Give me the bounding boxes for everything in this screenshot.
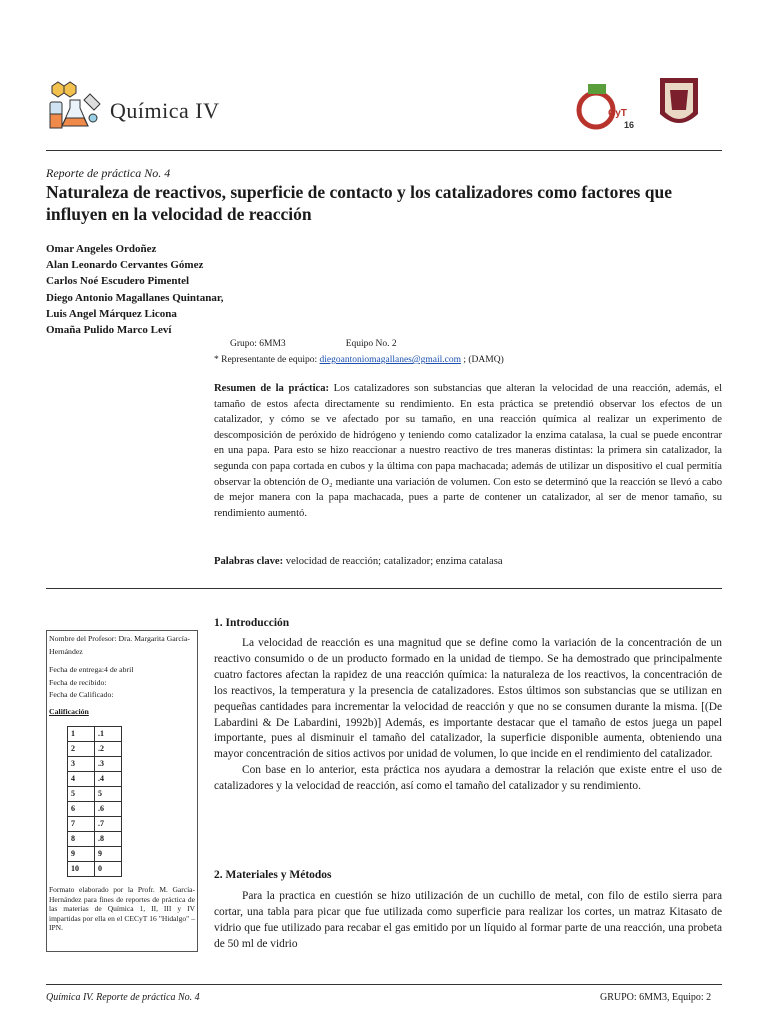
table-row bbox=[68, 862, 122, 877]
team-label: Equipo No. 2 bbox=[345, 339, 397, 349]
ipn-seal-icon bbox=[656, 74, 702, 134]
paragraph bbox=[214, 636, 722, 763]
grade-cell: .8 bbox=[95, 832, 122, 847]
paragraph bbox=[214, 763, 722, 795]
chemistry-logo-icon bbox=[46, 80, 104, 132]
cecyt-logo-icon bbox=[574, 78, 636, 134]
table-row bbox=[68, 787, 122, 802]
delivery-date: Fecha de entrega:4 de abril bbox=[49, 665, 134, 674]
author-list bbox=[46, 241, 223, 338]
author: Carlos Noé Escudero Pimentel bbox=[46, 275, 190, 288]
representative-email-link[interactable]: diegoantoniomagallanes@gmail.com bbox=[319, 355, 461, 365]
grade-cell: 4 bbox=[68, 772, 95, 787]
grade-cell: 0 bbox=[95, 862, 122, 877]
grade-cell: .7 bbox=[95, 817, 122, 832]
representative-line bbox=[214, 355, 504, 365]
grade-cell: 10 bbox=[68, 862, 95, 877]
intro-body bbox=[214, 636, 722, 795]
format-note: Formato elaborado por la Profr. M. García-Hernández para fines de reportes de práctica de las materias de Química 1, II, III y IV impartidas por ella en el CECyT 16 "Hidalgo" – IPN. bbox=[49, 885, 195, 932]
paragraph-text: La velocidad de reacción es una magnitud que se define como la variación de la concentración de un reactivo consumido o de un producto formado en la unidad de tiempo. Se ha demostrado que principalmente cuatro factores afectan la rapidez de una reacción química: la naturaleza de los reactivos, la concentración de los reactivos, la temperatura y la presencia de catalizadores. Estos últimos son substancias que se utilizan en pequeñas cantidades para incrementar la velocidad de reacción y que no se consumen durante la misma. [(De Labardini & De Labardini, 1992b)] Además, es importante destacar que el tamaño de estos juega un papel importante, pues al disminuir el tamaño del catalizador, la superficie disponible aumenta, obteniendo una mayor concentración de sitios activos por unidad de volumen, lo que incide en el rendimiento del catalizador. bbox=[214, 637, 722, 761]
grade-cell: .4 bbox=[95, 772, 122, 787]
grade-cell: 2 bbox=[68, 742, 95, 757]
grade-cell: .1 bbox=[95, 727, 122, 742]
table-row bbox=[68, 847, 122, 862]
table-row bbox=[68, 742, 122, 757]
svg-text:CyT: CyT bbox=[608, 108, 627, 119]
grade-cell: 1 bbox=[68, 727, 95, 742]
grade-cell: 7 bbox=[68, 817, 95, 832]
methods-body bbox=[214, 889, 722, 953]
grade-cell: 3 bbox=[68, 757, 95, 772]
table-row bbox=[68, 772, 122, 787]
professor-name: Nombre del Profesor: Dra. Margarita García-Hernández bbox=[49, 634, 191, 656]
footer-left: Química IV. Reporte de práctica No. 4 bbox=[46, 992, 200, 1003]
table-row bbox=[68, 817, 122, 832]
section-divider bbox=[46, 588, 722, 589]
author: Alan Leonardo Cervantes Gómez bbox=[46, 259, 204, 272]
paragraph-text: Para la practica en cuestión se hizo utilización de un cuchillo de metal, con filo de estilo sierra para cortar, una tabla para picar que fue utilizada como superficie para realizar los cortes, un matraz Kitasato de vidrio que fue utilizado para recabar el gas emitido por un líquido al formar parte de una reacción, una probeta de 50 ml de vidrio bbox=[214, 890, 722, 950]
grading-sidebar bbox=[46, 630, 198, 952]
group-label: Grupo: 6MM3 bbox=[230, 339, 286, 349]
keywords bbox=[214, 556, 722, 567]
footer-right: GRUPO: 6MM3, Equipo: 2 bbox=[600, 992, 712, 1003]
group-info bbox=[230, 339, 397, 349]
received-date: Fecha de recibido: bbox=[49, 677, 107, 687]
paragraph-text: Con base en lo anterior, esta práctica nos ayudara a demostrar la relación que existe entre el uso de catalizadores y la velocidad de reacción, así como el tamaño del catalizador y su rendimiento. bbox=[214, 764, 722, 793]
keywords-label: Palabras clave: bbox=[214, 556, 284, 567]
author: Omar Angeles Ordoñez bbox=[46, 243, 157, 255]
grade-cell: .2 bbox=[95, 742, 122, 757]
header-divider bbox=[46, 150, 722, 151]
paper-title: Naturaleza de reactivos, superficie de contacto y los catalizadores como factores que influyen en la velocidad de reacción bbox=[46, 182, 672, 224]
grade-cell: 5 bbox=[68, 787, 95, 802]
grade-cell: .3 bbox=[95, 757, 122, 772]
grade-cell: 6 bbox=[68, 802, 95, 817]
grade-cell: 9 bbox=[95, 847, 122, 862]
author: Omaña Pulido Marco Leví bbox=[46, 324, 172, 337]
author: Diego Antonio Magallanes Quintanar, bbox=[46, 291, 224, 304]
table-row bbox=[68, 832, 122, 847]
keywords-text: velocidad de reacción; catalizador; enzima catalasa bbox=[283, 556, 503, 567]
abstract-label: Resumen de la práctica: bbox=[214, 383, 330, 394]
paragraph bbox=[214, 889, 722, 953]
abstract bbox=[214, 381, 722, 521]
table-row bbox=[68, 802, 122, 817]
representative-suffix: ; (DAMQ) bbox=[460, 355, 504, 365]
grade-cell: 8 bbox=[68, 832, 95, 847]
graded-date: Fecha de Calificado: bbox=[49, 690, 114, 699]
course-title: Química IV bbox=[110, 98, 220, 123]
footer-divider bbox=[46, 984, 722, 985]
grade-cell: 9 bbox=[68, 847, 95, 862]
section-title-methods: 2. Materiales y Métodos bbox=[214, 869, 332, 881]
grade-table bbox=[67, 726, 122, 877]
abstract-text: Los catalizadores son substancias que alteran la velocidad de una reacción, además, el tamaño de estos afecta directamente su rendimiento. En esta práctica se pretendió observar los efectos de un catalizador, y cómo se ve afectado por su tamaño, en una reacción química al realizar un experimento de descomposición de peróxido de hidrógeno y teniendo como catalizador la enzima catalasa, la cual se puede encontrar en una papa. Para esto se hizo reaccionar a nuestro reactivo de tres maneras distintas: la primera sin catalizador, la segunda con papa cortada en cubos y la última con papa machacada; además de utilizar un dispositivo el cual permitía observar la obtención de O₂ mediante una variación de volumen. Con esto se determinó que la reacción se llevó a cabo de mejor manera con la papa machacada, pues a parte de contener un catalizador, al ser de menor tamaño, su rendimiento aumentó. bbox=[214, 383, 723, 519]
svg-text:16: 16 bbox=[624, 120, 635, 130]
report-label: Reporte de práctica No. 4 bbox=[46, 166, 171, 180]
grade-cell: 5 bbox=[95, 787, 122, 802]
grade-cell: .6 bbox=[95, 802, 122, 817]
author: Luis Angel Márquez Licona bbox=[46, 307, 177, 320]
grade-label: Calificación bbox=[49, 706, 89, 716]
table-row bbox=[68, 757, 122, 772]
section-title-intro: 1. Introducción bbox=[214, 617, 290, 629]
table-row bbox=[68, 727, 122, 742]
representative-prefix: * Representante de equipo: bbox=[214, 355, 318, 365]
